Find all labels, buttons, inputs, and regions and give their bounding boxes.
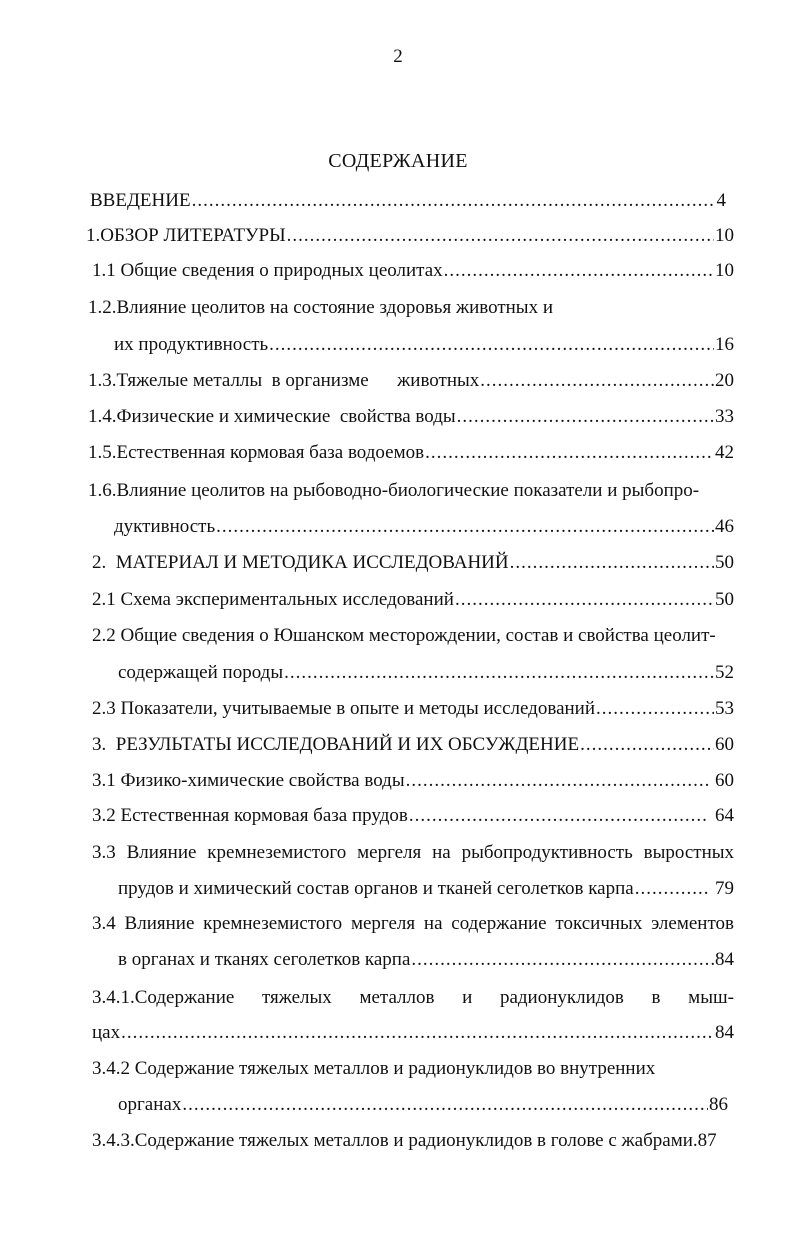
toc-entry[interactable]: 3. РЕЗУЛЬТАТЫ ИССЛЕДОВАНИЙ И ИХ ОБСУЖДЕНИЕ ..... 60 — [92, 732, 734, 758]
toc-entry-first-line: 3.4.1.Содержание тяжелых металлов и радионуклидов в мыш- — [92, 987, 734, 1008]
toc-entry[interactable]: содержащей породы ..... 52 — [118, 660, 734, 686]
toc-entry[interactable]: их продуктивность ..... 16 — [114, 332, 734, 358]
toc-entry[interactable]: 1.5.Естественная кормовая база водоемов ..... 42 — [88, 440, 734, 466]
toc-entry[interactable]: 3.2 Естественная кормовая база прудов ..... 64 — [92, 803, 734, 829]
toc-entry[interactable]: цах ..... 84 — [92, 1020, 734, 1046]
toc-entry[interactable]: органах ..... 86 — [118, 1092, 728, 1118]
toc-entry[interactable]: в органах и тканях сеголетков карпа ..... 84 — [118, 947, 734, 973]
toc-entry[interactable]: дуктивность ..... 46 — [114, 514, 734, 540]
toc-entry[interactable]: 1.3.Тяжелые металлы в организме животных ..... 20 — [88, 368, 734, 394]
toc-entry-first-line: 3.3 Влияние кремнеземистого мергеля на рыбопродуктивность выростных — [92, 842, 734, 863]
toc-entry[interactable]: 2. МАТЕРИАЛ И МЕТОДИКА ИССЛЕДОВАНИЙ ..... 50 — [92, 550, 734, 576]
toc-entry[interactable]: 1.4.Физические и химические свойства воды ..... 33 — [88, 404, 734, 430]
toc-entry[interactable]: 1.1 Общие сведения о природных цеолитах ..... 10 — [92, 258, 734, 284]
toc-entry-first-line: 3.4.2 Содержание тяжелых металлов и радионуклидов во внутренних — [92, 1058, 656, 1079]
toc-entry-first-line: 2.2 Общие сведения о Юшанском месторождении, состав и свойства цеолит- — [92, 625, 716, 646]
toc-entry[interactable]: ВВЕДЕНИЕ ..... 4 — [90, 188, 726, 214]
toc-entry[interactable]: 1.ОБЗОР ЛИТЕРАТУРЫ ..... 10 — [86, 223, 734, 249]
toc-entry[interactable]: 2.3 Показатели, учитываемые в опыте и методы исследований ..... 53 — [92, 696, 734, 722]
toc-entry[interactable]: 3.1 Физико-химические свойства воды ..... 60 — [92, 768, 734, 794]
toc-entry-first-line: 1.2.Влияние цеолитов на состояние здоровья животных и — [88, 297, 553, 318]
toc-entry[interactable]: прудов и химический состав органов и тканей сеголетков карпа ..... 79 — [118, 876, 734, 902]
toc-entry-first-line: 3.4 Влияние кремнеземистого мергеля на содержание токсичных элементов — [92, 913, 734, 934]
toc-title: СОДЕРЖАНИЕ — [328, 150, 468, 172]
page-number: 2 — [393, 46, 403, 67]
toc-entry[interactable]: 2.1 Схема экспериментальных исследований ..... 50 — [92, 587, 734, 613]
toc-entry[interactable]: 3.4.3.Содержание тяжелых металлов и радионуклидов в голове с жабрами. 87 — [92, 1130, 717, 1151]
toc-entry-first-line: 1.6.Влияние цеолитов на рыбоводно-биологические показатели и рыбопро- — [88, 480, 700, 501]
